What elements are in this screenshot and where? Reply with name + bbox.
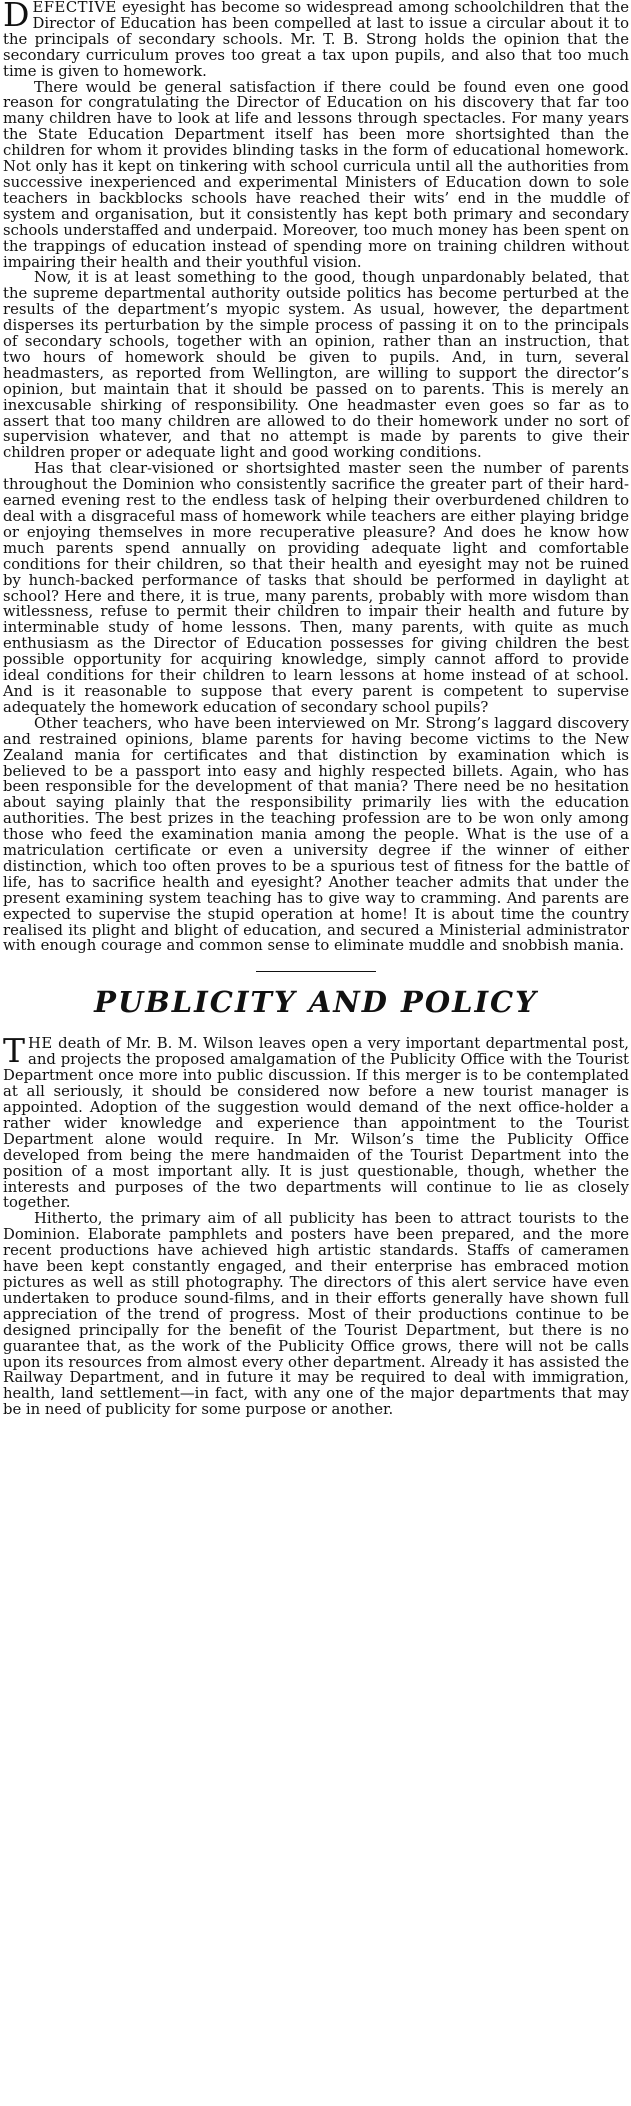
paragraph: There would be general satisfaction if there could be found even one good reason for congratulating the Director of Education on his discovery that far too many children have to look at life and lessons through spectacles. For many years the State Education Department itself has been more shortsighted than the children for whom it provides blinding tasks in the form of educational homework. Not only has it kept on tinkering with school curricula until all the authorities from successive inexperienced and experimental Ministers of Education down to sole teachers in backblocks schools have reached their wits’ end in the muddle of system and organisation, but it consistently has kept both primary and secondary schools understaffed and underpaid. Moreover, too much money has been spent on the trappings of education instead of spending more on training children without impairing their health and their youthful vision. bbox=[3, 78, 629, 271]
opening-word: HE bbox=[28, 1035, 53, 1053]
article-headline: PUBLICITY AND POLICY bbox=[94, 985, 538, 1020]
section-divider bbox=[256, 971, 376, 972]
article-publicity bbox=[3, 1031, 629, 1419]
paragraph: Has that clear-visioned or shortsighted master seen the number of parents throughout the Dominion who consistently sacrifice the greater part of their hard-earned evening rest to the endless task of helping their overburdened children to deal with a disgraceful mass of homework while teachers are either playing bridge or enjoying themselves in more recuperative pleasure? And does he know how much parents spend annually on providing adequate light and comfortable conditions for their children, so that their health and eyesight may not be ruined by hunch-backed performance of tasks that should be performed in daylight at school? Here and there, it is true, many parents, probably with more wisdom than witlessness, refuse to permit their children to impair their health and future by interminable study of home lessons. Then, many parents, with quite as much enthusiasm as the Director of Education possesses for giving children the best possible opportunity for acquiring knowledge, simply cannot afford to provide ideal conditions for their children to learn lessons at home instead of at school. And is it reasonable to suppose that every parent is competent to supervise adequately the homework education of secondary school pupils? bbox=[3, 460, 629, 716]
article-education bbox=[3, 0, 629, 954]
paragraph: Other teachers, who have been interviewed on Mr. Strong’s laggard discovery and restrained opinions, blame parents for having become victims to the New Zealand mania for certificates and that distinction by examination which is believed to be a passport into easy and highly respected billets. Again, who has been responsible for the development of that mania? There need be no hesitation about saying plainly that the responsibility primarily lies with the education authorities. The best prizes in the teaching profession are to be won only among those who feed the examination mania among the people. What is the use of a matriculation certificate or even a university degree if the winner of either distinction, which too often proves to be a spurious test of fitness for the battle of life, has to sacrifice health and eyesight? Another teacher admits that under the present examining system teaching has to give way to cramming. And parents are expected to supervise the stupid operation at home! It is about time the country realised its plight and blight of education, and secured a Ministerial administrator with enough courage and common sense to eliminate muddle and snobbish mania. bbox=[3, 714, 629, 955]
opening-word: EFECTIVE bbox=[32, 0, 117, 16]
paragraph-text: eyesight has become so widespread among schoolchildren that the Director of Education has been compelled at last to issue a circular about it to the principals of secondary schools. Mr. T. B. Strong holds the opinion that the secondary curriculum proves too great a tax upon pupils, and also that too much time is given to homework. bbox=[3, 0, 629, 80]
paragraph bbox=[3, 1031, 629, 1212]
paragraph: Now, it is at least something to the good, though unpardonably belated, that the supreme departmental authority outside politics has become perturbed at the results of the department’s myopic system. As usual, however, the department disperses its perturbation by the simple process of passing it on to the principals of secondary schools, together with an opinion, rather than an instruction, that two hours of homework should be given to pupils. And, in turn, several headmasters, as reported from Wellington, are willing to support the director’s opinion, but maintain that it should be passed on to parents. This is merely an inexcusable shirking of responsibility. One headmaster even goes so far as to assert that too many children are allowed to do their homework under no sort of supervision whatever, and that no attempt is made by parents to give their children proper or adequate light and good working conditions. bbox=[3, 269, 629, 462]
drop-cap: D bbox=[3, 0, 30, 34]
paragraph: Hitherto, the primary aim of all publicity has been to attract tourists to the Dominion. Elaborate pamphlets and posters have been prepared, and the more recent productions have achieved high artistic standards. Staffs of cameramen have been kept constantly engaged, and their enterprise has embraced motion pictures as well as still photography. The directors of this alert service have even undertaken to produce sound-films, and in their efforts generally have shown full appreciation of the trend of progress. Most of their productions continue to be designed principally for the benefit of the Tourist Department, but there is no guarantee that, as the work of the Publicity Office grows, there will not be calls upon its resources from almost every other department. Already it has assisted the Railway Department, and in future it may be required to deal with immigration, health, land settlement—in fact, with any one of the major departments that may be in need of publicity for some purpose or another. bbox=[3, 1210, 629, 1419]
paragraph bbox=[3, 0, 629, 80]
drop-cap: T bbox=[3, 1031, 26, 1071]
paragraph-text: death of Mr. B. M. Wilson leaves open a very important departmental post, and projects the proposed amalgamation of the Publicity Office with the Tourist Department once more into public discussion. If this merger is to be contemplated at all seriously, it should be considered now before a new tourist manager is appointed. Adoption of the suggestion would demand of the next office-holder a rather wider knowledge and experience than appointment to the Tourist Department alone would require. In Mr. Wilson’s time the Publicity Office developed from being the mere handmaiden of the Tourist Department into the position of a most important ally. It is just questionable, though, whether the interests and purposes of the two departments will continue to lie as closely together. bbox=[3, 1035, 629, 1212]
